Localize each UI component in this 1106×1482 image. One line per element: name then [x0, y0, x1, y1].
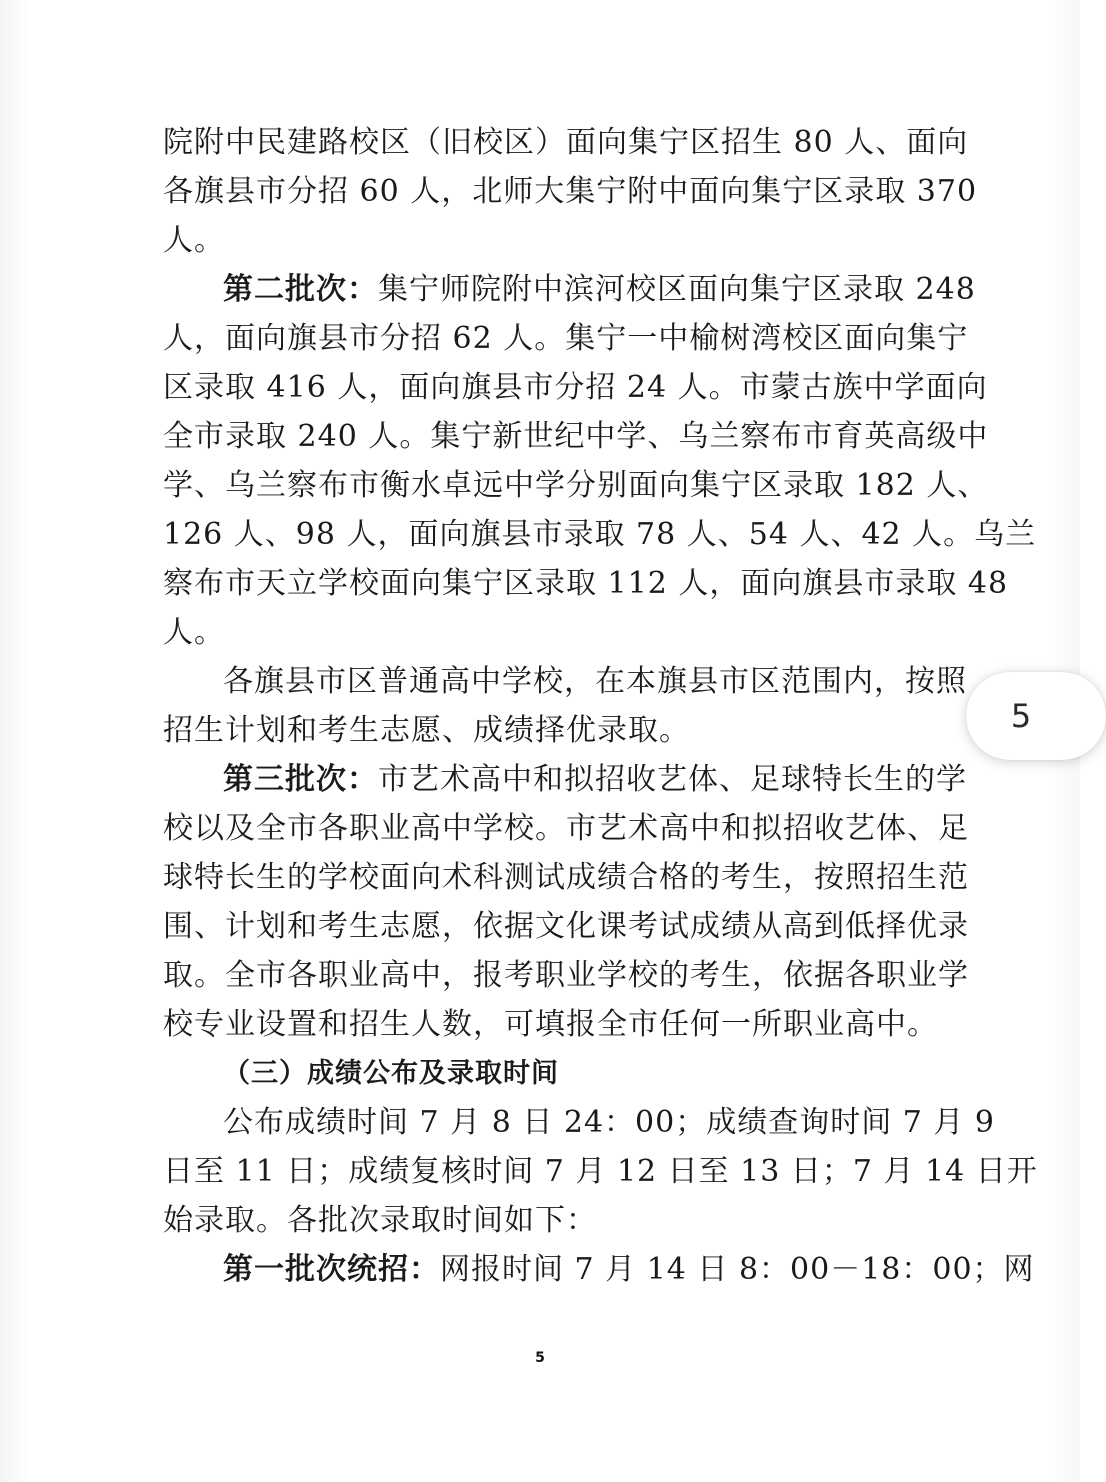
page-indicator-label: 5 [1010, 697, 1032, 735]
text-line: 区录取 416 人，面向旗县市分招 24 人。市蒙古族中学面向 [163, 370, 988, 405]
text-line: 人。 [163, 615, 225, 650]
text-line: 日至 11 日；成绩复核时间 7 月 12 日至 13 日；7 月 14 日开 [163, 1154, 1038, 1189]
text-line: 网报时间 7 月 14 日 8：00－18：00；网 [440, 1252, 1035, 1287]
paragraph-third-batch [163, 755, 967, 804]
text-line: 126 人、98 人，面向旗县市录取 78 人、54 人、42 人。乌兰 [163, 517, 1037, 552]
text-line: 人，面向旗县市分招 62 人。集宁一中榆树湾校区面向集宁 [163, 321, 969, 356]
section-label-first-batch: 第一批次统招： [223, 1252, 440, 1287]
text-line: 人。 [163, 223, 225, 258]
text-line: 取。全市各职业高中，报考职业学校的考生，依据各职业学 [163, 958, 969, 993]
text-line: 公布成绩时间 7 月 8 日 24：00；成绩查询时间 7 月 9 [223, 1105, 995, 1140]
text-line: 察布市天立学校面向集宁区录取 112 人，面向旗县市录取 48 [163, 566, 1009, 601]
text-line: 始录取。各批次录取时间如下： [163, 1203, 597, 1238]
text-line: 球特长生的学校面向术科测试成绩合格的考生，按照招生范 [163, 860, 969, 895]
page-number: 5 [535, 1350, 545, 1366]
text-line: 全市录取 240 人。集宁新世纪中学、乌兰察布市育英高级中 [163, 419, 989, 454]
text-line: 院附中民建路校区（旧校区）面向集宁区招生 80 人、面向 [163, 125, 969, 160]
text-line: 围、计划和考生志愿，依据文化课考试成绩从高到低择优录 [163, 909, 969, 944]
text-line: 学、乌兰察布市衡水卓远中学分别面向集宁区录取 182 人、 [163, 468, 989, 503]
text-line: 校以及全市各职业高中学校。市艺术高中和拟招收艺体、足 [163, 811, 969, 846]
text-line: 集宁师院附中滨河校区面向集宁区录取 248 [378, 272, 976, 307]
text-line: 校专业设置和招生人数，可填报全市任何一所职业高中。 [163, 1007, 938, 1042]
page-indicator-tab[interactable] [966, 672, 1106, 760]
text-line: 市艺术高中和拟招收艺体、足球特长生的学 [378, 762, 967, 797]
text-line: 招生计划和考生志愿、成绩择优录取。 [163, 713, 690, 748]
section-label-second-batch: 第二批次： [223, 272, 378, 307]
subsection-heading: （三）成绩公布及录取时间 [223, 1058, 559, 1089]
section-label-third-batch: 第三批次： [223, 762, 378, 797]
paragraph-first-batch [163, 1245, 1035, 1294]
paragraph-second-batch [163, 265, 976, 314]
text-line: 各旗县市分招 60 人，北师大集宁附中面向集宁区录取 370 [163, 174, 978, 209]
text-line: 各旗县市区普通高中学校，在本旗县市区范围内，按照 [223, 664, 967, 699]
document-body [163, 118, 1038, 1294]
